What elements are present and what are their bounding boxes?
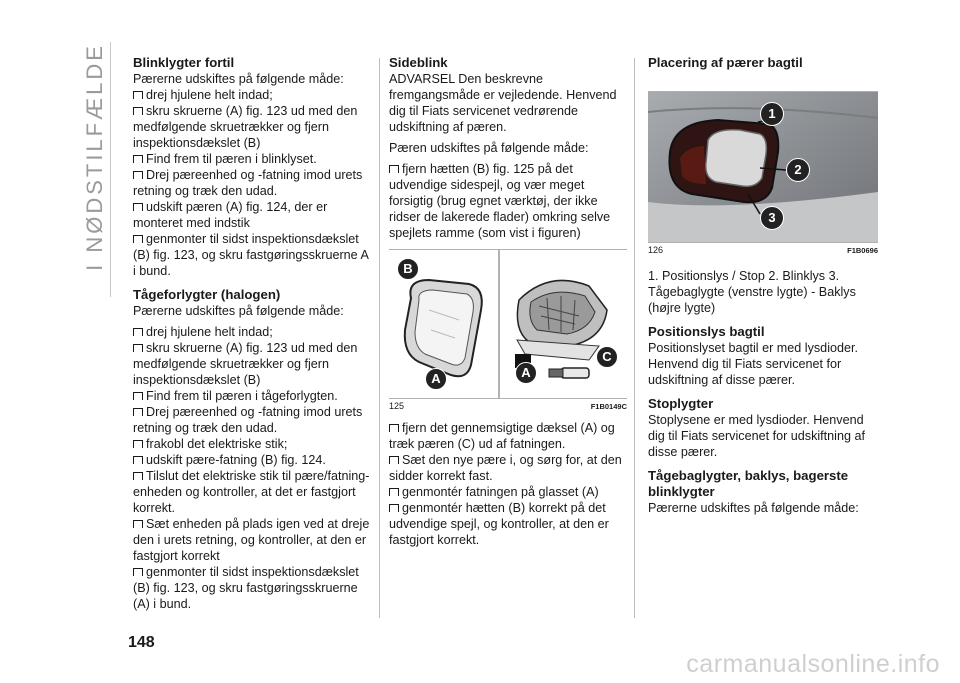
column-divider — [634, 58, 635, 618]
step-bullet-icon — [133, 235, 143, 243]
list-item: Find frem til pæren i tågeforlygten. — [133, 388, 373, 404]
intro-text: Pæren udskiftes på følgende måde: — [389, 141, 589, 155]
step-bullet-icon — [133, 440, 143, 448]
step-bullet-icon — [133, 568, 143, 576]
paragraph: Stoplysene er med lysdioder. Henvend dig til Fiats servicenet for udskiftning af disse pærer. — [648, 413, 865, 459]
side-divider — [110, 42, 111, 297]
heading-rear-bulbs: Placering af pærer bagtil — [648, 55, 803, 70]
list-item: fjern hætten (B) fig. 125 på det udvendige sidespejl, og vær meget forsigtig (brug egnet værktøj, der ikke ridser de lakerede flader) omkring selve spejlets ramme (som vist i figuren) — [389, 162, 611, 240]
footer-watermark[interactable]: carmanualsonline.info — [686, 650, 940, 678]
chapter-title: I NØDSTILFÆLDE — [82, 43, 107, 271]
page-number: 148 — [128, 634, 155, 651]
step-bullet-icon — [133, 171, 143, 179]
heading-rear-fog-reverse-indicators: Tågebaglygter, baklys, bagerste blinklygter — [648, 468, 849, 499]
list-item: genmontér fatningen på glasset (A) — [389, 484, 627, 500]
figure-caption — [389, 401, 627, 412]
label-2: 2 — [786, 158, 810, 182]
list-item: Sæt enheden på plads igen ved at dreje den i urets retning, og kontroller, at den er fastgjort korrekt — [133, 517, 370, 563]
figure-126 — [648, 91, 878, 243]
column-1 — [133, 55, 373, 612]
list-item: skru skruerne (A) fig. 123 ud med den medfølgende skruetrækker og fjern inspektionsdækslet (B) — [133, 104, 358, 150]
figure-125 — [389, 249, 627, 399]
step-bullet-icon — [389, 504, 399, 512]
step-bullet-icon — [133, 203, 143, 211]
list-item: udskift pæren (A) fig. 124, der er monteret med indstik — [133, 200, 328, 230]
warning-text: ADVARSEL Den beskrevne fremgangsmåde er vejledende. Henvend dig til Fiats servicenet vedrørende udskiftning af pæren. — [389, 72, 617, 134]
step-bullet-icon — [133, 328, 143, 336]
heading-side-indicator: Sideblink — [389, 55, 448, 70]
list-item: Drej pæreenhed og -fatning imod urets retning og træk den udad. — [133, 405, 363, 435]
label-1: 1 — [760, 102, 784, 126]
figure-code: F1B0149C — [590, 402, 627, 411]
column-divider — [379, 58, 380, 618]
heading-rear-position-lights: Positionslys bagtil — [648, 324, 765, 339]
step-bullet-icon — [133, 344, 143, 352]
list-item: fjern det gennemsigtige dæksel (A) og træk pæren (C) ud af fatningen. — [389, 421, 615, 451]
label-b: B — [397, 258, 419, 280]
steps-list-2 — [133, 324, 373, 612]
list-item: Tilslut det elektriske stik til pære/fatning-enheden og kontroller, at det er fastgjort korrekt. — [133, 469, 370, 515]
paragraph: Positionslyset bagtil er med lysdioder. Henvend dig til Fiats servicenet for udskiftning af disse pærer. — [648, 341, 858, 387]
figure-number: 125 — [389, 401, 405, 411]
label-3: 3 — [760, 206, 784, 230]
intro-text: Pærerne udskiftes på følgende måde: — [133, 304, 344, 318]
label-a: A — [515, 362, 537, 384]
figure-number: 126 — [648, 245, 664, 255]
list-item: Find frem til pæren i blinklyset. — [133, 151, 373, 167]
column-3 — [648, 55, 878, 516]
step-bullet-icon — [389, 456, 399, 464]
list-item: Sæt den nye pære i, og sørg for, at den sidder korrekt fast. — [389, 453, 622, 483]
step-bullet-icon — [389, 165, 399, 173]
list-item: drej hjulene helt indad; — [133, 324, 373, 340]
paragraph: Pærerne udskiftes på følgende måde: — [648, 501, 859, 515]
step-bullet-icon — [133, 91, 143, 99]
heading-front-indicators: Blinklygter fortil — [133, 55, 235, 70]
step-bullet-icon — [133, 408, 143, 416]
steps-list-1 — [133, 87, 373, 279]
side-chapter-tab — [82, 43, 107, 271]
step-bullet-icon — [133, 107, 143, 115]
list-item: skru skruerne (A) fig. 123 ud med den medfølgende skruetrækker og fjern inspektionsdækslet (B) — [133, 341, 358, 387]
list-item: drej hjulene helt indad; — [133, 87, 373, 103]
figure-code: F1B0696 — [847, 246, 878, 255]
step-bullet-icon — [389, 424, 399, 432]
label-c: C — [596, 346, 618, 368]
heading-stop-lights: Stoplygter — [648, 396, 714, 411]
list-item: frakobl det elektriske stik; — [133, 436, 373, 452]
step-bullet-icon — [133, 392, 143, 400]
list-item: genmonter til sidst inspektionsdækslet (B) fig. 123, og skru fastgøringsskruerne A i bund. — [133, 232, 369, 278]
step-bullet-icon — [133, 520, 143, 528]
list-item: genmonter til sidst inspektionsdækslet (B) fig. 123, og skru fastgøringsskruerne (A) i bund. — [133, 565, 359, 611]
column-2 — [389, 55, 627, 548]
list-item: udskift pære-fatning (B) fig. 124. — [133, 452, 373, 468]
heading-fog-lights: Tågeforlygter (halogen) — [133, 287, 281, 302]
list-item: Drej pæreenhed og -fatning imod urets retning og træk den udad. — [133, 168, 363, 198]
step-bullet-icon — [133, 472, 143, 480]
step-bullet-icon — [133, 155, 143, 163]
step-bullet-icon — [389, 488, 399, 496]
step-bullet-icon — [133, 456, 143, 464]
figure-caption — [648, 245, 878, 256]
figure-legend: 1. Positionslys / Stop 2. Blinklys 3. Tågebaglygte (venstre lygte) - Baklys (højre lygte) — [648, 269, 856, 315]
label-a: A — [425, 368, 447, 390]
list-item: genmontér hætten (B) korrekt på det udvendige spejl, og kontroller, at den er fastgjort korrekt. — [389, 501, 609, 547]
intro-text: Pærerne udskiftes på følgende måde: — [133, 72, 344, 86]
